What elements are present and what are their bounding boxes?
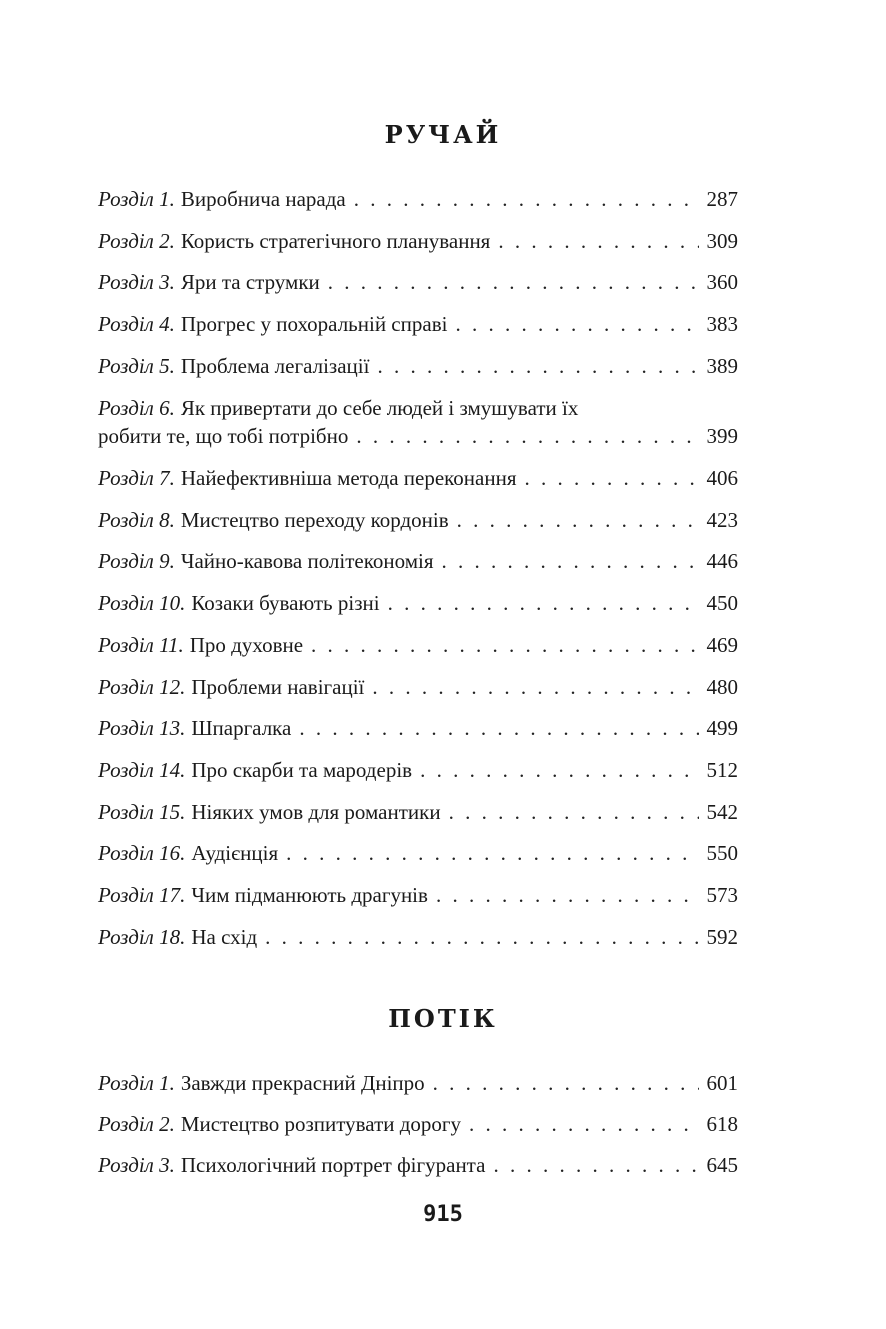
dot-leader [433, 1069, 699, 1097]
chapter-title: Прогрес у похоральній справі [180, 312, 448, 336]
chapter-page: 601 [706, 1071, 738, 1095]
chapter-title: Чайно-кавова політекономія [180, 549, 434, 573]
chapter-label: Розділ 8. [98, 508, 175, 532]
toc-entry [98, 1110, 738, 1138]
chapter-label: Розділ 18. [98, 925, 186, 949]
chapter-title: Ніяких умов для романтики [191, 800, 441, 824]
toc-entry [98, 464, 738, 492]
chapter-label: Розділ 3. [98, 1153, 175, 1177]
dot-leader [525, 464, 699, 492]
chapter-page: 423 [706, 508, 738, 532]
toc-entry [98, 589, 738, 617]
chapter-label: Розділ 1. [98, 187, 175, 211]
dot-leader [299, 714, 698, 742]
chapter-title: Завжди прекрасний Дніпро [180, 1071, 425, 1095]
chapter-page: 645 [706, 1153, 738, 1177]
chapter-title: Шпаргалка [191, 716, 292, 740]
toc-entry [98, 839, 738, 867]
chapter-title: Яри та струмки [180, 270, 320, 294]
chapter-page: 399 [706, 424, 738, 448]
dot-leader [441, 547, 698, 575]
chapter-title: Найефективніша метода переконання [180, 466, 517, 490]
dot-leader [356, 422, 698, 450]
chapter-page: 480 [706, 675, 738, 699]
chapter-page: 592 [706, 925, 738, 949]
chapter-title: Козаки бувають різні [191, 591, 380, 615]
section-title-potik: ПОТІК [388, 1004, 498, 1033]
chapter-title: Користь стратегічного планування [180, 229, 491, 253]
chapter-page: 573 [706, 883, 738, 907]
toc-entry [98, 881, 738, 909]
dot-leader [449, 798, 699, 826]
toc-entry [98, 1151, 738, 1179]
chapter-page: 618 [706, 1112, 738, 1136]
toc-entry [98, 1069, 738, 1097]
toc-entry [98, 714, 738, 742]
toc-entry [98, 673, 738, 701]
chapter-label: Розділ 4. [98, 312, 175, 336]
chapter-label: Розділ 2. [98, 1112, 175, 1136]
toc-entry [98, 923, 738, 951]
dot-leader [311, 631, 698, 659]
page-number: 915 [423, 1202, 463, 1227]
chapter-title: Психологічний портрет фігуранта [180, 1153, 486, 1177]
chapter-page: 389 [706, 354, 738, 378]
toc-entry [98, 185, 738, 213]
dot-leader [457, 506, 699, 534]
chapter-title: Проблеми навігації [191, 675, 365, 699]
chapter-page: 360 [706, 270, 738, 294]
chapter-page: 450 [706, 591, 738, 615]
dot-leader [354, 185, 699, 213]
toc-entry [98, 268, 738, 296]
chapter-title: Про духовне [189, 633, 304, 657]
chapter-title: На схід [191, 925, 258, 949]
toc-entry [98, 756, 738, 784]
dot-leader [265, 923, 698, 951]
toc-entry-first-line [98, 394, 738, 422]
chapter-label: Розділ 16. [98, 841, 186, 865]
chapter-page: 469 [706, 633, 738, 657]
chapter-page: 406 [706, 466, 738, 490]
dot-leader [388, 589, 699, 617]
chapter-label: Розділ 15. [98, 800, 186, 824]
dot-leader [436, 881, 699, 909]
chapter-page: 446 [706, 549, 738, 573]
chapter-label: Розділ 10. [98, 591, 186, 615]
dot-leader [328, 268, 699, 296]
chapter-page: 542 [706, 800, 738, 824]
toc-entry [98, 631, 738, 659]
toc-entry [98, 506, 738, 534]
dot-leader [372, 673, 698, 701]
chapter-page: 512 [706, 758, 738, 782]
chapter-label: Розділ 2. [98, 229, 175, 253]
chapter-title: Про скарби та мародерів [191, 758, 413, 782]
chapter-label: Розділ 17. [98, 883, 186, 907]
chapter-title: Виробнича нарада [180, 187, 346, 211]
toc-entry [98, 798, 738, 826]
dot-leader [469, 1110, 698, 1138]
chapter-title-line1: Як привертати до себе людей і змушувати їх [180, 396, 579, 420]
dot-leader [377, 352, 698, 380]
chapter-label: Розділ 6. [98, 396, 175, 420]
chapter-label: Розділ 5. [98, 354, 175, 378]
chapter-label: Розділ 14. [98, 758, 186, 782]
toc-entry [98, 352, 738, 380]
chapter-page: 499 [706, 716, 738, 740]
dot-leader [286, 839, 698, 867]
toc-entry [98, 547, 738, 575]
chapter-label: Розділ 7. [98, 466, 175, 490]
chapter-label: Розділ 11. [98, 633, 184, 657]
chapter-page: 287 [706, 187, 738, 211]
chapter-label: Розділ 1. [98, 1071, 175, 1095]
chapter-label: Розділ 3. [98, 270, 175, 294]
dot-leader [498, 227, 698, 255]
chapter-title: Аудієнція [191, 841, 279, 865]
chapter-title: Мистецтво переходу кордонів [180, 508, 449, 532]
toc-entry [98, 227, 738, 255]
chapter-title: Мистецтво розпитувати дорогу [180, 1112, 462, 1136]
dot-leader [455, 310, 698, 338]
chapter-page: 383 [706, 312, 738, 336]
chapter-title: Проблема легалізації [180, 354, 370, 378]
chapter-page: 309 [706, 229, 738, 253]
toc-entry [98, 422, 738, 450]
chapter-label: Розділ 12. [98, 675, 186, 699]
chapter-label: Розділ 9. [98, 549, 175, 573]
dot-leader [493, 1151, 698, 1179]
chapter-label: Розділ 13. [98, 716, 186, 740]
dot-leader [420, 756, 698, 784]
chapter-title-line2: робити те, що тобі потрібно [98, 424, 349, 448]
chapter-title: Чим підманюють драгунів [191, 883, 428, 907]
chapter-page: 550 [706, 841, 738, 865]
section-title-ruchai: РУЧАЙ [384, 120, 502, 149]
toc-entry [98, 310, 738, 338]
